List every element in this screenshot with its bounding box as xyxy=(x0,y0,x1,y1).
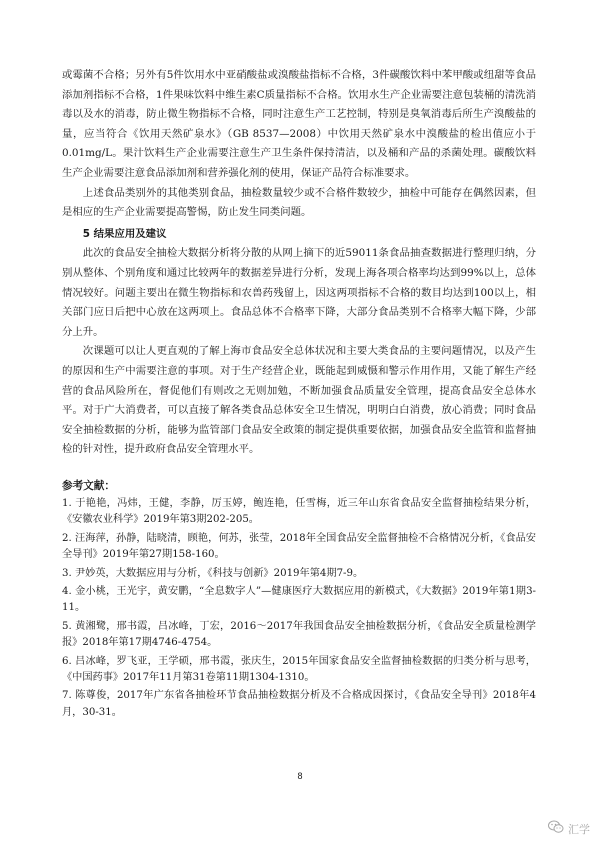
reference-item: 7. 陈尊俊，2017年广东省各抽检环节食品抽检数据分析及不合格成因探讨，《食品安全导刊》2018年4月，30-31。 xyxy=(62,690,536,718)
body-paragraph: 或霉菌不合格；另外有5件饮用水中亚硝酸盐或溴酸盐指标不合格，3件碳酸饮料中苯甲酸或纽甜等食品添加剂指标不合格，1件果味饮料中维生素C质量指标不合格。饮用水生产企业需要注意包装桶的清洗消毒以及水的消毒，防止微生物指标不合格，同时注意生产工艺控制，特别是臭氧消毒后所生产溴酸盐的量，应当符合《饮用天然矿泉水》（GB 8537—2008）中饮用天然矿泉水中溴酸盐的检出值应小于0.01mg/L。果汁饮料生产企业需要注意生产卫生条件保持清洁，以及桶和产品的杀菌处理。碳酸饮料生产企业需要注意食品添加剂和营养强化剂的使用，保证产品符合标准要求。 xyxy=(62,69,536,179)
section-heading: 5 结果应用及建议 xyxy=(82,227,167,240)
reference-item: 5. 黄湘鹭，邢书霞，吕冰峰，丁宏，2016～2017年我国食品安全抽检数据分析，《食品安全质量检测学报》2018年第17期4746-4754。 xyxy=(62,620,536,649)
page-number: 8 xyxy=(297,771,303,781)
reference-item: 2. 汪海萍，孙静，陆晓清，顾艳，何苏，张莹，2018年全国食品安全监督抽检不合格情况分析，《食品安全导刊》2019年第27期158-160。 xyxy=(62,532,536,561)
body-paragraph: 次课题可以让人更直观的了解上海市食品安全总体状况和主要大类食品的主要问题情况，以及产生的原因和生产中需要注意的事项。对于生产经营企业，既能起到威慑和警示作用作用，又能了解生产经营的食品风险所在，督促他们有则改之无则加勉，不断加强食品质量安全管理，提高食品安全总体水平。对于广大消费者，可以直接了解各类食品总体安全卫生情况，明明白白消费，放心消费；同时食品安全抽检数据的分析，能够为监管部门食品安全政策的制定提供重要依据，加强食品安全监管和监督抽检的针对性，提升政府食品安全管理水平。 xyxy=(62,345,536,456)
reference-item: 1. 于艳艳，冯炜，王健，李静，厉玉婷，鲍连艳，任雪梅，近三年山东省食品安全监督抽检结果分析，《安徽农业科学》2019年第3期202-205。 xyxy=(62,497,536,526)
reference-item: 6. 吕冰峰，罗飞亚，王学硕，邢书霞，张庆生，2015年国家食品安全监督抽检数据的归类分析与思考，《中国药事》2017年11月第31卷第11期1304-1310。 xyxy=(62,655,536,683)
reference-item: 4. 金小桃，王光宇，黄安鹏，“全息数字人”—健康医疗大数据应用的新模式，《大数据》2019年第1期3-11。 xyxy=(62,585,536,614)
wechat-icon xyxy=(548,820,564,837)
references-title: 参考文献： xyxy=(62,479,115,492)
body-paragraph: 上述食品类别外的其他类别食品，抽检数量较少或不合格件数较少，抽检中可能存在偶然因素，但是相应的生产企业需要提高警惕，防止发生同类问题。 xyxy=(62,186,536,219)
reference-item: 3. 尹妙英，大数据应用与分析，《科技与创新》2019年第4期7-9。 xyxy=(62,567,364,579)
watermark xyxy=(548,820,590,837)
article-body xyxy=(62,66,536,723)
body-paragraph: 此次的食品安全抽检大数据分析将分散的从网上摘下的近59011条食品抽查数据进行整理归纳，分别从整体、个别角度和通过比较两年的数据差异进行分析，发现上海各项合格率均达到99%以上，总体情况较好。问题主要出在微生物指标和农兽药残留上，因这两项指标不合格的数目均达到100以上，相关部门应日后把中心放在这两项上。食品总体不合格率下降，大部分食品类别不合格率大幅下降，少部分上升。 xyxy=(62,247,536,338)
reference-list xyxy=(62,496,536,721)
watermark-text: 汇学 xyxy=(568,822,590,836)
